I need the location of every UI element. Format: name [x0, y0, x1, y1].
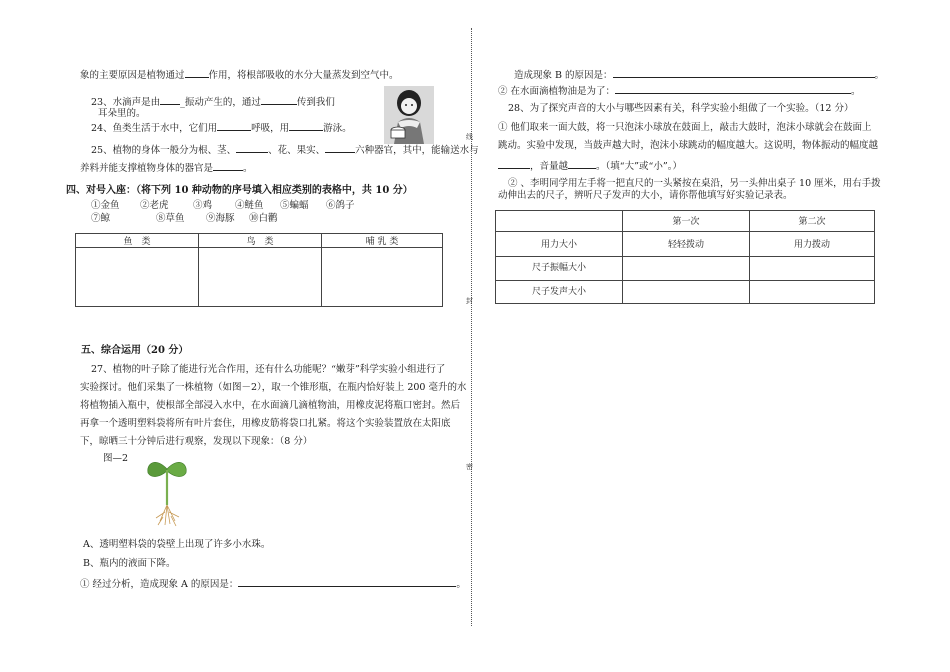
record-header-second: 第二次 [750, 211, 875, 232]
q24-line: 24、鱼类生活于水中，它们用 呼吸，用 游泳。 [91, 123, 352, 134]
q28-p1-line-2: 跳动。实验中发现，当鼓声越大时，泡沫小球跳动的幅度越大。这说明，物体振动的幅度越 [498, 140, 879, 151]
record-amplitude-second-cell[interactable] [750, 257, 875, 281]
oil-purpose-line: ② 在水面滴植物油是为了： 。 [498, 86, 861, 97]
q22-line: 象的主要原因是植物通过 作用，将根部吸收的水分大量蒸发到空气中。 [80, 70, 399, 81]
record-volume-second-cell[interactable] [750, 281, 875, 304]
q24-blank-1[interactable] [217, 121, 251, 131]
q23-blank-1[interactable] [160, 95, 180, 105]
birds-answer-cell[interactable] [199, 248, 322, 307]
animal-option: ③鸡 [193, 200, 213, 211]
record-header-first: 第一次 [623, 211, 750, 232]
q27-line-3: 将植物插入瓶中，使根部全部浸入水中，在水面滴几滴植物油，用橡皮泥将瓶口密封。然后 [80, 400, 461, 411]
amplitude-blank[interactable] [498, 159, 530, 169]
q25-blank-2[interactable] [325, 143, 355, 153]
oil-purpose-answer-blank[interactable] [615, 84, 851, 94]
fish-answer-cell[interactable] [76, 248, 199, 307]
q23-continuation: 耳朵里的。 [98, 108, 146, 119]
fold-mark-feng: 封 [466, 297, 473, 305]
q27-line-4: 再拿一个透明塑料袋将所有叶片套住，用橡皮筋将袋口扎紧。将这个实验装置放在太阳底 [80, 418, 451, 429]
q25-line: 25、植物的身体一般分为根、茎、 、花、果实、 六种器官，其中，能输送水与 [91, 145, 479, 156]
figure-2-label: 图—2 [103, 453, 129, 464]
mammals-answer-cell[interactable] [322, 248, 443, 307]
record-row-force-label: 用力大小 [496, 232, 623, 257]
animal-option: ⑨海豚 [206, 213, 235, 224]
q28-p1-line-3: ，音量越 。（填“大”或“小”。） [498, 159, 682, 173]
q23-line: 23、水滴声是由 _振动产生的，通过 传到我们 [91, 97, 335, 108]
q25-blank-1[interactable] [236, 143, 268, 153]
q25-blank-3[interactable] [213, 161, 243, 171]
animal-option: ⑤蝙蝠 [280, 200, 309, 211]
section5-title: 五、综合运用（20 分） [81, 345, 189, 356]
q24-blank-2[interactable] [289, 121, 323, 131]
q28-title: 28、为了探究声音的大小与哪些因素有关，科学实验小组做了一个实验。（12 分） [508, 103, 854, 114]
record-force-second: 用力拨动 [750, 232, 875, 257]
record-row-amplitude-label: 尺子振幅大小 [496, 257, 623, 281]
section4-title: 四、对号入座：（将下列 10 种动物的序号填入相应类别的表格中，共 10 分） [66, 185, 413, 196]
girl-water-drop-illustration [384, 86, 434, 144]
record-amplitude-first-cell[interactable] [623, 257, 750, 281]
record-force-first: 轻轻拨动 [623, 232, 750, 257]
cause-b-answer-blank[interactable] [613, 68, 875, 78]
q28-p2-line-2: 动伸出去的尺子，辨听尺子发声的大小，请你帮他填写好实验记录表。 [498, 190, 793, 201]
record-volume-first-cell[interactable] [623, 281, 750, 304]
animal-option: ⑩白鹳 [249, 213, 278, 224]
analysis-1-line: ① 经过分析，造成现象 A 的原因是： 。 [80, 579, 466, 590]
record-row-volume-label: 尺子发声大小 [496, 281, 623, 304]
q28-p2-line-1: ② 、李明同学用左手将一把直尺的一头紧按在桌沿，另一头伸出桌子 10 厘米，用右手拨 [508, 178, 881, 189]
cause-b-line: 造成现象 B 的原因是： 。 [514, 70, 885, 81]
table-header-birds: 鸟 类 [199, 234, 322, 248]
table-header-mammals: 哺 乳 类 [322, 234, 443, 248]
plant-seedling-illustration [146, 455, 188, 527]
q27-line-5: 下，晾晒三十分钟后进行观察，发现以下现象：（8 分） [80, 436, 313, 447]
table-header-fish: 鱼 类 [76, 234, 199, 248]
record-header-blank [496, 211, 623, 232]
phenomenon-a: A、透明塑料袋的袋壁上出现了许多小水珠。 [83, 539, 271, 550]
q27-line-1: 27、植物的叶子除了能进行光合作用，还有什么功能呢？“嫩芽”科学实验小组进行了 [91, 364, 446, 375]
volume-blank[interactable] [568, 159, 596, 169]
animal-option: ⑥鸽子 [326, 200, 355, 211]
binding-fold-line [471, 28, 472, 626]
analysis-1-answer-blank[interactable] [238, 577, 456, 587]
animal-option: ⑧草鱼 [156, 213, 185, 224]
animal-option: ⑦鲸 [91, 213, 111, 224]
q22-blank[interactable] [185, 68, 209, 78]
q28-p1-line-1: ① 他们取来一面大鼓，将一只泡沫小球放在鼓面上，敲击大鼓时，泡沫小球就会在鼓面上 [498, 122, 872, 133]
animal-option: ①金鱼 [91, 200, 120, 211]
q27-line-2: 实验探讨。他们采集了一株植物（如图－2），取一个锥形瓶，在瓶内恰好装上 200 毫升的水 [80, 382, 467, 393]
phenomenon-b: B、瓶内的液面下降。 [83, 558, 176, 569]
sound-experiment-record-table [495, 210, 875, 304]
q25-continuation: 养料并能支撑植物身体的器官是 。 [80, 163, 253, 174]
animal-option: ④鲢鱼 [235, 200, 264, 211]
q23-blank-2[interactable] [261, 95, 297, 105]
animal-classification-table [75, 233, 443, 307]
fold-mark-mi: 密 [466, 463, 473, 471]
animal-option: ②老虎 [140, 200, 169, 211]
fold-mark-xian: 线 [466, 133, 473, 141]
